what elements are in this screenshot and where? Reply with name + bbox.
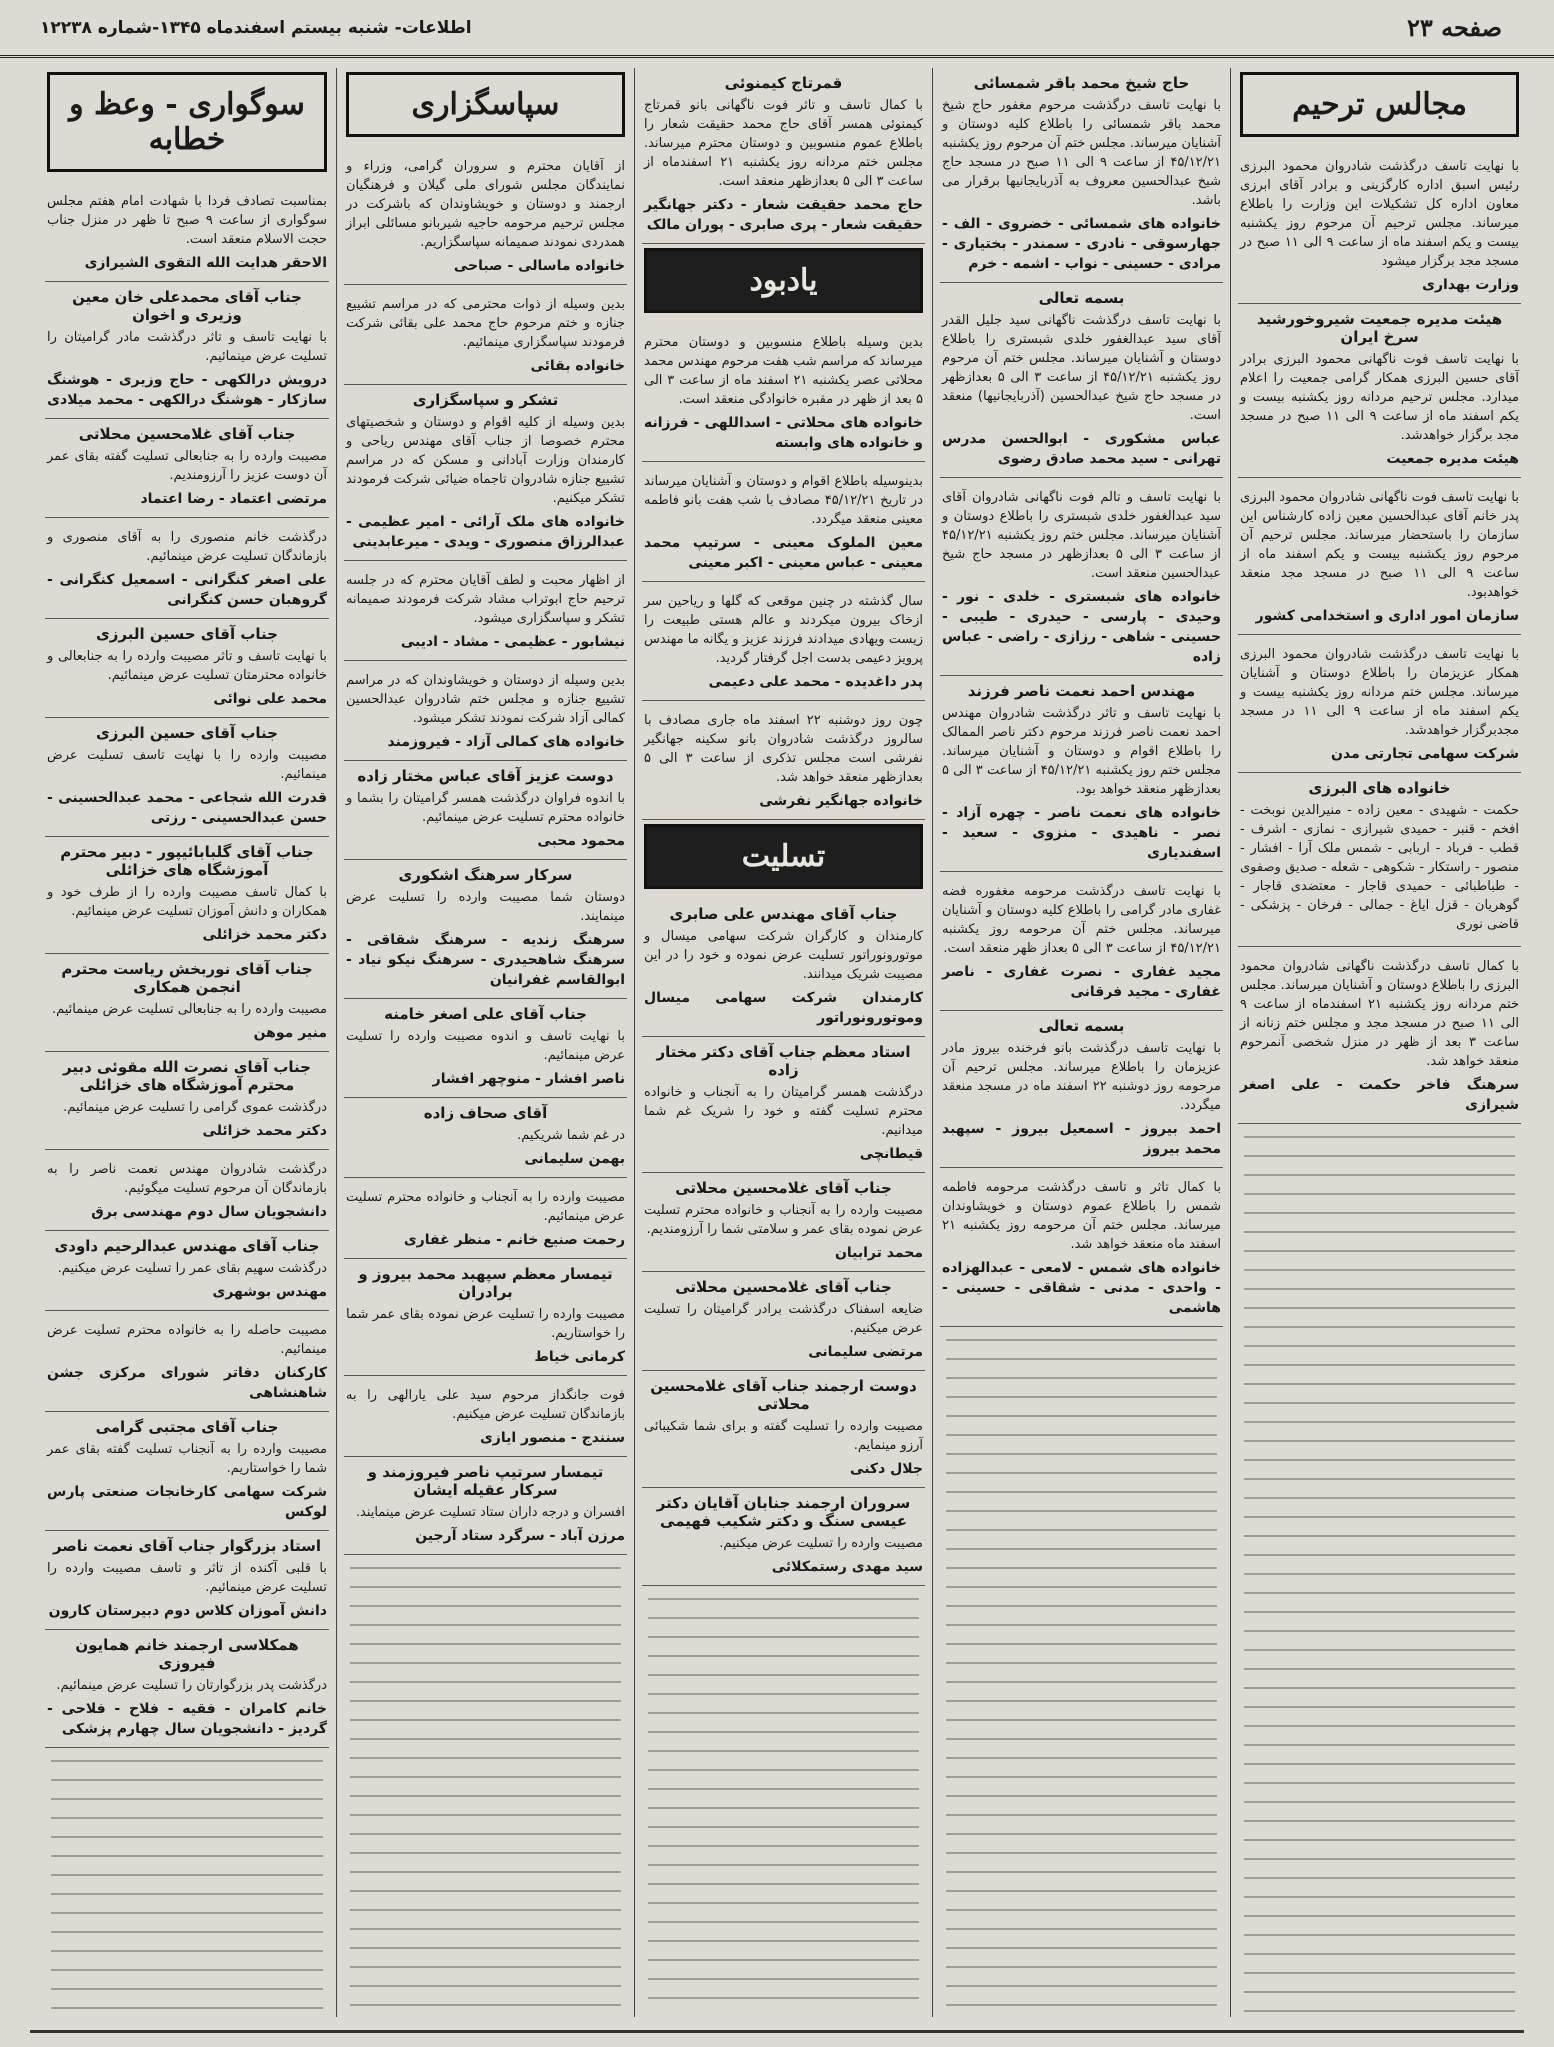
notice-signature: مهندس بوشهری: [212, 1284, 327, 1300]
notice-body: سال گذشته در چنین موقعی که گلها و ریاحین سر ازخاک بیرون میکردند و عالم هستی طبیعت را زیست ویهادی میدادند فرزند عزیز و یگانه ما مهندس پرویز دعیمی بدست اجل گرفتار گردید.: [644, 594, 923, 666]
notice-title: جناب آقای مجتبی گرامی: [95, 1418, 279, 1436]
notice: [642, 323, 925, 462]
notice-title: سروران ارجمند جنابان آقایان دکتر عیسی سنگ و دکتر شکیب فهیمی: [656, 1494, 911, 1530]
notice-title: حاج شیخ محمد باقر شمسائی: [973, 74, 1190, 92]
text-filler: [946, 1331, 1217, 2013]
notice-body: با نهایت تاسف درگذشت مرحومه مغفوره فضه غفاری مادر گرامی را باطلاع کلیه دوستان و آشنایان میرساند. مجلس ختم آن مرحومه روز یکشنبه ۴۵/۱۲/۲۱ از ساعت ۳ الی ۵ بعداز ظهر منعقد است.: [942, 884, 1221, 956]
notice-title: جناب آقای محمدعلی خان معین وزیری و اخوان: [72, 288, 302, 324]
notice-body: درگذشت عموی گرامی را تسلیت عرض مینمائیم.: [63, 1100, 327, 1115]
notice-title: تشکر و سپاسگزاری: [412, 391, 559, 409]
notice-signature: علی اصغر کنگرانی - اسمعیل کنگرانی - گروهبان حسن کنگرانی: [47, 572, 327, 608]
issue-info: اطلاعات- شنبه بیستم اسفندماه ۱۳۴۵-شماره ۱۲۲۳۸: [40, 17, 472, 38]
notice: [344, 1457, 627, 1555]
notice: [45, 1630, 329, 1748]
notice: [642, 1488, 925, 1586]
notice-signature: خانواده جهانگیر نفرشی: [759, 793, 923, 809]
notice: [344, 285, 627, 385]
notice-signature: سرهنگ زندیه - سرهنگ شقاقی - سرهنگ شاهحیدری - سرهنگ نیکو نیاد - ابوالقاسم غفرانیان: [346, 932, 625, 988]
notice-body: با کمال تاسف و تاثر فوت ناگهانی بانو قمرتاج کیمنوئی همسر آقای حاج محمد حقیقت شعار را باطلاع عموم منسوبین و دوستان محترم میرساند. مجلس ختم مردانه روز یکشنبه ۲۱ اسفندماه از ساعت ۳ الی ۵ بعدازظهر منعقد است.: [644, 98, 923, 189]
notice-signature: خانواده های محلاتی - اسداللهی - فرزانه و خانواده های وابسته: [644, 415, 923, 451]
notice: [45, 282, 329, 419]
notice-signature: خانواده های نعمت ناصر - چهره آزاد - نصر - ناهیدی - منزوی - سعید - اسفندیاری: [942, 805, 1221, 861]
notice-body: از آقایان محترم و سروران گرامی، وزراء و نمایندگان مجلس شورای ملی گیلان و فرهنگیان ارجمند و دوستان و خویشاوندان که باشرکت در مجلس ترحیم مرحومه حاجیه شیربانو مسائلی ابراز همدردی نمودند صمیمانه سپاسگزاریم.: [346, 159, 625, 250]
notice: [45, 718, 329, 837]
notice: [45, 954, 329, 1052]
notice: [45, 182, 329, 282]
notice-title: جناب آقای نوربخش ریاست محترم انجمن همکاری: [61, 960, 313, 996]
notice: [1238, 635, 1521, 773]
notice-signature: محمود محبی: [537, 833, 625, 849]
notice-body: با نهایت تاسف و اندوه مصیبت وارده را تسلیت عرض مینمائیم.: [346, 1029, 625, 1063]
notice: [45, 619, 329, 718]
notice: [642, 68, 925, 244]
notice-body: مصیبت وارده را به آنجناب تسلیت گفته بقای عمر شما را خواستاریم.: [47, 1442, 327, 1476]
notice-signature: قدرت الله شجاعی - محمد عبدالحسینی - حسن عبدالحسینی - رزتی: [47, 790, 327, 826]
notice-body: بدین وسیله از کلیه اقوام و دوستان و شخصیتهای محترم خصوصا از جناب آقای مهندس ریاحی و کارمندان وزارت آبادانی و مسکن که در مراسم تشییع جنازه شادروان تاجماه ضیائی شرکت فرمودند تشکر میکنیم.: [346, 415, 625, 506]
notice-signature: محمد علی نوائی: [213, 691, 327, 707]
notice: [344, 561, 627, 661]
notice-signature: خانواده های ملک آرائی - امیر عظیمی - عبدالرزاق منصوری - ویدی - میرعابدینی: [346, 514, 625, 550]
notice: [344, 661, 627, 761]
notice-signature: کارمندان شرکت سهامی میسال وموتورونوراتور: [644, 990, 923, 1026]
column-3: [634, 68, 932, 2017]
notice: [940, 1011, 1223, 1168]
columns: [38, 68, 1528, 2017]
notice: [940, 478, 1223, 676]
notice-body: مصیبت وارده را با نهایت تاسف تسلیت عرض مینمائیم.: [47, 748, 327, 782]
notice-signature: مجید غفاری - نصرت غفاری - ناصر غفاری - مجید فرقانی: [942, 964, 1221, 1000]
notice-title: استاد معظم جناب آقای دکتر مختار زاده: [656, 1043, 911, 1079]
notice-body: مصیبت وارده را تسلیت عرض نموده بقای عمر شما را خواستاریم.: [346, 1307, 625, 1341]
notice-signature: دانشجویان سال دوم مهندسی برق: [91, 1204, 327, 1220]
notice: [1238, 304, 1521, 478]
notice-signature: خانم کامران - فقیه - فلاح - فلاحی - گردیز - دانشجویان سال چهارم پزشکی: [47, 1701, 327, 1737]
notice-body: مصیبت وارده را به آنجناب و خانواده محترم تسلیت عرض مینمائیم.: [346, 1190, 625, 1224]
notice-title: تیمسار سرتیپ ناصر فیروزمند و سرکار عقیله ایشان: [367, 1463, 604, 1499]
notice: [344, 147, 627, 285]
notice: [940, 872, 1223, 1011]
notice-signature: وزارت بهداری: [1422, 277, 1519, 293]
notice-signature: دکتر محمد خزائلی: [202, 1123, 327, 1139]
column-majalis-tarhim: [1230, 68, 1528, 2017]
notice-title: تیمسار معظم سپهبد محمد بیروز و برادران: [358, 1265, 613, 1301]
notice: [642, 1037, 925, 1173]
notice-body: با نهایت تاسف فوت ناگهانی محمود البرزی برادر آقای حسین البرزی همکار گرامی جمعیت را اعلام میدارد. مجلس ترحیم مردانه روز یکشنبه بیست و یکم اسفند ماه از ساعت ۹ الی ۱۱ صبح در مسجد مجد برگزار خواهدشد.: [1240, 352, 1519, 443]
page-number: صفحه ۲۳: [1406, 13, 1502, 42]
notice-title: جناب آقای مهندس علی صابری: [669, 905, 898, 923]
notice-title: همکلاسی ارجمند خانم همایون فیروزی: [75, 1636, 299, 1672]
notice-signature: خانواده بقائی: [530, 358, 625, 374]
notice-signature: معین الملوک معینی - سرتیپ محمد معینی - عباس معینی - اکبر معینی: [644, 535, 923, 571]
notice-body: فوت جانگداز مرحوم سید علی یارالهی را به بازماندگان تسلیت عرض میکنیم.: [346, 1388, 625, 1422]
notice: [940, 68, 1223, 283]
notice: [45, 1231, 329, 1311]
notice: [1238, 147, 1521, 304]
notice-body: چون روز دوشنبه ۲۲ اسفند ماه جاری مصادف با سالروز درگذشت شادروان بانو سکینه جهانگیر نفرشی است مجلس تذکری از ساعت ۳ الی ۵ بعدازظهر منعقد خواهد شد.: [644, 713, 923, 785]
notice: [642, 1371, 925, 1488]
notice-signature: کرمانی خیاط: [534, 1349, 625, 1365]
notice-body: بدین وسیله از دوستان و خویشاوندان که در مراسم تشییع جنازه و مجلس ختم شادروان عبدالحسین کمالی آزاد شرکت نمودند تشکر میشود.: [346, 673, 625, 726]
notice-body: درگذشت خانم منصوری را به آقای منصوری و بازماندگان تسلیت عرض مینمائیم.: [47, 530, 327, 564]
notice-title: خانواده های البرزی: [1308, 779, 1451, 797]
notice-body: مصیبت وارده را به جنابعالی تسلیت گفته بقای عمر آن دوست عزیز را آرزومندیم.: [47, 449, 327, 483]
notice-body: با کمال تاثر و تاسف درگذشت مرحومه فاطمه شمس را باطلاع عموم دوستان و خویشاوندان میرساند. مجلس ختم آن مرحومه روز یکشنبه ۲۱ اسفند ماه منعقد خواهد شد.: [942, 1180, 1221, 1252]
text-filler: [51, 1752, 323, 2013]
column-2: [932, 68, 1230, 2017]
notice-body: مصیبت وارده را تسلیت گفته و برای شما شکیبائی آرزو مینمایم.: [644, 1419, 923, 1453]
notice-signature: دکتر محمد خزائلی: [202, 927, 327, 943]
notice-title: جناب آقای حسین البرزی: [96, 724, 278, 742]
notice-signature: خانواده های کمالی آزاد - فیروزمند: [387, 734, 625, 750]
notice-signature: کارکنان دفاتر شورای مرکزی جشن شاهنشاهی: [47, 1365, 327, 1401]
notice: [344, 1178, 627, 1259]
notice: [940, 283, 1223, 478]
section-heading-yadbud: یادبود: [644, 248, 923, 313]
notice: [45, 419, 329, 518]
masthead: [0, 0, 1554, 58]
notice: [344, 1376, 627, 1457]
notice: [940, 1168, 1223, 1327]
notice-signature: جلال دکنی: [850, 1461, 923, 1477]
notice: [642, 701, 925, 820]
notice-signature: سید مهدی رستمکلائی: [771, 1559, 923, 1575]
notice-signature: الاحقر هدایت الله التقوی الشیرازی: [84, 255, 327, 271]
notice-title: جناب آقای مهندس عبدالرحیم داودی: [54, 1237, 320, 1255]
notice: [45, 1052, 329, 1150]
notice-title: جناب آقای نصرت الله مقوئی دبیر محترم آموزشگاه های خزائلی: [63, 1058, 311, 1094]
notice-body: با نهایت تاسف درگذشت شادروان محمود البرزی رئیس اسبق اداره کارگزینی و برادر آقای ابرزی معاون اداره کل تشکیلات این وزارت را باطلاع میرساند. مجلس ترحیم آن مرحوم روز یکشنبه بیست و یکم اسفند ماه از ساعت ۹ الی ۱۱ صبح در مسجد مجد برگزار میشود: [1240, 159, 1519, 269]
notice-body: ضایعه اسفناک درگذشت برادر گرامیتان را تسلیت عرض میکنیم.: [644, 1302, 923, 1336]
notice-body: مصیبت وارده را تسلیت عرض میکنیم.: [719, 1536, 923, 1551]
notice: [45, 518, 329, 619]
column-sogvari: [38, 68, 336, 2017]
notice: [45, 1412, 329, 1531]
notice-title: دوست عزیز آقای عباس مختار زاده: [357, 767, 614, 785]
notice-title: مهندس احمد نعمت ناصر فرزند: [967, 682, 1196, 700]
notice-signature: سازمان امور اداری و استخدامی کشور: [1255, 608, 1519, 624]
notice-title: جناب آقای غلامحسین محلاتی: [675, 1278, 892, 1296]
notice-body: با کمال تاسف درگذشت ناگهانی شادروان محمود البرزی را باطلاع دوستان و آشنایان میرساند. مجلس ختم مردانه روز یکشنبه ۲۱ اسفندماه از ساعت ۹ الی ۱۱ صبح در مسجد مجد و مجلس ختم زنانه از ساعت ۳ بعد از ظهر در منزل شخصی آنمرحوم منعقد خواهد شد.: [1240, 959, 1519, 1069]
notice: [344, 1259, 627, 1376]
notice-body: مصیبت حاصله را به خانواده محترم تسلیت عرض مینمائیم.: [47, 1323, 327, 1357]
notice-title: هیئت مدیره جمعیت شیروخورشید سرخ ایران: [1256, 310, 1503, 346]
notice-body: درگذشت همسر گرامیتان را به آنجناب و خانواده محترم تسلیت گفته و خود را شریک غم شما میدانیم.: [644, 1085, 923, 1138]
notice-title: بسمه تعالی: [1038, 289, 1125, 307]
notice-signature: مرتضی اعتماد - رضا اعتماد: [140, 491, 327, 507]
notice-body: بدین وسیله باطلاع منسوبین و دوستان محترم میرساند که مراسم شب هفت مرحوم مهندس محمد محلاتی عصر یکشنبه ۲۱ اسفند ماه از ساعت ۳ الی ۵ بعد از ظهر در مقبره خانوادگی منعقد است.: [644, 335, 923, 407]
notice-title: قمرتاج کیمنوئی: [724, 74, 843, 92]
notice-body: با نهایت تاسف درگذشت شادروان محمود البرزی همکار عزیزمان را باطلاع دوستان و آشنایان میرساند. مجلس ختم مردانه روز یکشنبه بیست و یکم اسفند ماه از ساعت ۹ الی ۱۱ در مسجد مجدبرگزار خواهدشد.: [1240, 647, 1519, 738]
notice-signature: خانواده های شبستری - خلدی - نور - وحیدی - پارسی - حیدری - طیبی - حسینی - شاهی - رزازی - راضی - عباس زاده: [942, 589, 1221, 665]
notice-body: با نهایت تاسف درگذشت ناگهانی سید جلیل القدر آقای سید عبدالغفور خلدی شبستری را باطلاع دوستان و آشنایان میرساند. مجلس ختم آن مرحوم روز یکشنبه ۴۵/۱۲/۲۱ از ساعت ۳ الی ۵ بعدازظهر در مسجد حاج شیخ عبدالحسین (آذربایجانیها) منعقد است.: [942, 313, 1221, 423]
notice-signature: درویش درالکهی - حاج وزیری - هوشنگ سازکار - هوشنگ درالکهی - محمد میلادی: [47, 372, 327, 408]
notice-title: دوست ارجمند جناب آقای غلامحسین محلاتی: [650, 1377, 917, 1413]
notice-title: استاد بزرگوار جناب آقای نعمت ناصر: [52, 1537, 322, 1555]
section-heading: سوگواری - وعظ و خطابه: [47, 72, 327, 172]
notice-signature: منیر موهن: [253, 1025, 327, 1041]
notice-signature: بهمن سلیمانی: [524, 1151, 625, 1167]
notice-signature: شرکت سهامی کارخانجات صنعتی پارس لوکس: [47, 1484, 327, 1520]
notice-body: با نهایت تاسف درگذشت بانو فرخنده بیروز مادر عزیزمان را باطلاع میرساند. مجلس ترحیم آن مرحومه روز دوشنبه ۲۲ اسفند ماه در مسجد منعقد میگردد.: [942, 1041, 1222, 1113]
notice: [642, 1173, 925, 1272]
notice-signature: حاج محمد حقیقت شعار - دکتر جهانگیر حقیقت شعار - پری صابری - پوران مالک: [644, 197, 923, 233]
notice: [45, 1531, 329, 1630]
notice: [1238, 478, 1521, 635]
notice-title: جناب آقای علی اصغر خامنه: [384, 1005, 587, 1023]
notice: [45, 1311, 329, 1412]
notice-signature: دانش آموزان کلاس دوم دبیرستان کارون: [48, 1603, 327, 1619]
notice-body: با نهایت تاسف و تاثر درگذشت شادروان مهندس احمد نعمت ناصر فرزند مرحوم دکتر ناصر الممالک را باطلاع اقوام و دوستان و آشنایان میرساند. مجلس ختم روز یکشنبه ۴۵/۱۲/۲۱ از ساعت ۳ الی ۵ بعدازظهر منعقد خواهد بود.: [942, 706, 1221, 797]
notice-signature: خانواده های شمس - لامعی - عبدالهزاده - واحدی - مدنی - شقاقی - حسینی - هاشمی: [942, 1260, 1221, 1316]
notice-body: مصیبت وارده را به جنابعالی تسلیت عرض مینمائیم.: [51, 1002, 327, 1017]
notice-signature: قیطانچی: [859, 1146, 923, 1162]
notice: [344, 1098, 627, 1178]
notice-body: با نهایت تاسف و تاثر مصیبت وارده را به جنابعالی و خانواده محترمتان تسلیت عرض مینمائیم.: [47, 649, 327, 683]
text-filler: [1244, 1128, 1515, 2013]
notice: [344, 761, 627, 860]
notice-title: جناب آقای حسین البرزی: [96, 625, 278, 643]
section-heading: سپاسگزاری: [346, 72, 625, 137]
section-heading: مجالس ترحیم: [1240, 72, 1519, 137]
notice-title: جناب آقای غلامحسین محلاتی: [675, 1179, 892, 1197]
notice-signature: سنندج - منصور ایازی: [479, 1430, 625, 1446]
notice: [45, 1150, 329, 1231]
notice-body: با قلبی آکنده از تاثر و تاسف مصیبت وارده را تسلیت عرض مینمائیم.: [47, 1561, 327, 1595]
notice-signature: محمد ترابیان: [834, 1245, 923, 1261]
notice-body: با نهایت تاسف و تالم فوت ناگهانی شادروان آقای سید عبدالغفور خلدی شبستری را باطلاع دوستان و آشنایان میرساند. مجلس ختم روز یکشنبه ۴۵/۱۲/۲۱ از ساعت ۳ الی ۵ بعدازظهر در مسجد حاج شیخ عبدالحسین منعقد است.: [942, 490, 1221, 581]
notice-signature: عباس مشکوری - ابوالحسن مدرس تهرانی - سید محمد صادق رضوی: [942, 431, 1221, 467]
notice-signature: نیشابور - عظیمی - مشاد - ادیبی: [400, 634, 625, 650]
notice-body: مصیبت وارده را به آنجناب و خانواده محترم تسلیت عرض نموده بقای عمر و سلامتی شما را آرزومندیم.: [644, 1203, 923, 1237]
footer-rule: [30, 2030, 1524, 2033]
notice-body: افسران و درجه داران ستاد تسلیت عرض مینمایند.: [355, 1505, 625, 1520]
notice-body: بدینوسیله باطلاع اقوام و دوستان و آشنایان میرساند در تاریخ ۴۵/۱۲/۲۱ مصادف با شب هفت بانو فاطمه معینی منعقد میگردد.: [644, 474, 923, 527]
notice: [1238, 773, 1521, 947]
notice-title: آقای صحاف زاده: [423, 1104, 548, 1122]
notice-signature: پدر داغدیده - محمد علی دعیمی: [708, 674, 923, 690]
notice-signature: خانواده های شمسائی - خضروی - الف - جهارسوقی - نادری - سمندر - بختیاری - مرادی - حسینی - نواب - اشمه - خرم: [942, 216, 1221, 272]
text-filler: [648, 1590, 919, 2013]
notice-signature: مرزن آباد - سرگرد ستاد آرجین: [415, 1528, 625, 1544]
notice-signature: سرهنگ فاخر حکمت - علی اصغر شیرازی: [1240, 1077, 1519, 1113]
notice-signature: رحمت صنیع خانم - منظر غفاری: [403, 1232, 625, 1248]
notice-body: درگذشت سهیم بقای عمر را تسلیت عرض میکنیم.: [57, 1261, 327, 1276]
text-filler: [350, 1559, 621, 2013]
notice-body: بدین وسیله از ذوات محترمی که در مراسم تشییع جنازه و ختم مرحوم حاج محمد علی بقائی شرکت فرمودند سپاسگزاری مینمائیم.: [346, 297, 625, 350]
notice-title: جناب آقای گلبابائیپور - دبیر محترم آموزشگاه های خزائلی: [60, 843, 314, 879]
notice-body: دوستان شما مصیبت وارده را تسلیت عرض مینمایند.: [346, 890, 625, 924]
notice: [940, 676, 1223, 872]
notice-body: بمناسبت تصادف فردا با شهادت امام هفتم مجلس سوگواری از ساعت ۹ صبح تا ظهر در منزل جناب حجت الاسلام منعقد است.: [47, 194, 328, 247]
notice-body: در غم شما شریکیم.: [517, 1128, 625, 1143]
notice: [1238, 947, 1521, 1124]
notice: [344, 860, 627, 999]
notice-body: کارمندان و کارگران شرکت سهامی میسال و موتورونوراتور تسلیت عرض نموده و خود را در این مصیبت شریک میدانند.: [644, 929, 923, 982]
notice-body: با اندوه فراوان درگذشت همسر گرامیتان را بشما و خانواده محترم تسلیت عرض مینمائیم.: [346, 791, 625, 825]
notice: [344, 385, 627, 561]
notice-body: حکمت - شهیدی - معین زاده - منیرالدین نوبخت - افخم - قنبر - حمیدی شیرازی - نمازی - اشرف - قطب - فرباد - اربابی - شمس ملک آرا - افشار - منصور - راستکار - شکوهی - شعله - صدیق وصفوی - طباطبائی - حمیدی قاجار - معتضدی قاجار - گوهریان - قزل ایاغ - جمالی - فرخان - پزشکی - قاضی نوری: [1240, 803, 1519, 932]
notice: [642, 899, 925, 1037]
notice: [344, 999, 627, 1098]
notice-title: جناب آقای غلامحسین محلاتی: [78, 425, 296, 443]
notice-body: از اظهار محبت و لطف آقایان محترم که در جلسه ترحیم حاج ابوتراب مشاد شرکت فرمودند صمیمانه تشکر و سپاسگزاری میشود.: [346, 573, 625, 626]
notice: [642, 1272, 925, 1371]
notice-signature: ناصر افشار - منوچهر افشار: [432, 1071, 625, 1087]
notice-signature: خانواده ماسالی - صباحی: [453, 258, 625, 274]
notice-body: درگذشت شادروان مهندس نعمت ناصر را به بازماندگان آن مرحوم تسلیت میگوئیم.: [47, 1162, 327, 1196]
notice-body: با نهایت تاسف و تاثر درگذشت مادر گرامیتان را تسلیت عرض مینمائیم.: [47, 330, 327, 364]
notice-body: با کمال تاسف مصیبت وارده را از طرف خود و همکاران و دانش آموزان تسلیت عرض مینمائیم.: [47, 885, 327, 919]
notice-title: بسمه تعالی: [1038, 1017, 1125, 1035]
notice-body: درگذشت پدر بزرگوارتان را تسلیت عرض مینمائیم.: [56, 1678, 327, 1693]
notice-signature: هیئت مدیره جمعیت: [1386, 451, 1519, 467]
notice-title: سرکار سرهنگ اشکوری: [398, 866, 573, 884]
notice-body: با نهایت تاسف درگذشت مرحوم مغفور حاج شیخ محمد باقر شمسائی را باطلاع کلیه دوستان و آشنایان میرساند. مجلس ختم آن مرحوم روز یکشنبه ۴۵/۱۲/۲۱ از ساعت ۹ الی ۱۱ صبح در مسجد حاج شیخ عبدالحسین معروف به آذربایجانیها برقرار می باشد.: [942, 98, 1221, 208]
notice: [45, 837, 329, 954]
column-sepasgozari: [336, 68, 634, 2017]
notice: [642, 582, 925, 701]
notice-signature: احمد بیروز - اسمعیل بیروز - سپهبد محمد بیروز: [942, 1121, 1221, 1157]
section-heading-taslit: تسلیت: [644, 824, 923, 889]
notice-body: با نهایت تاسف فوت ناگهانی شادروان محمود البرزی پدر خانم آقای عبدالحسین معین زاده کارشناس این سازمان را باستحضار میرساند. مجلس ترحیم آن مرحوم روز یکشنبه بیست و یکم اسفند ماه از ساعت ۹ الی ۱۱ صبح در مسجد مجد منعقد خواهدبود.: [1240, 490, 1519, 600]
notice-signature: شرکت سهامی تجارتی مدن: [1331, 746, 1519, 762]
notice-signature: مرتضی سلیمانی: [808, 1344, 923, 1360]
notice: [642, 462, 925, 582]
